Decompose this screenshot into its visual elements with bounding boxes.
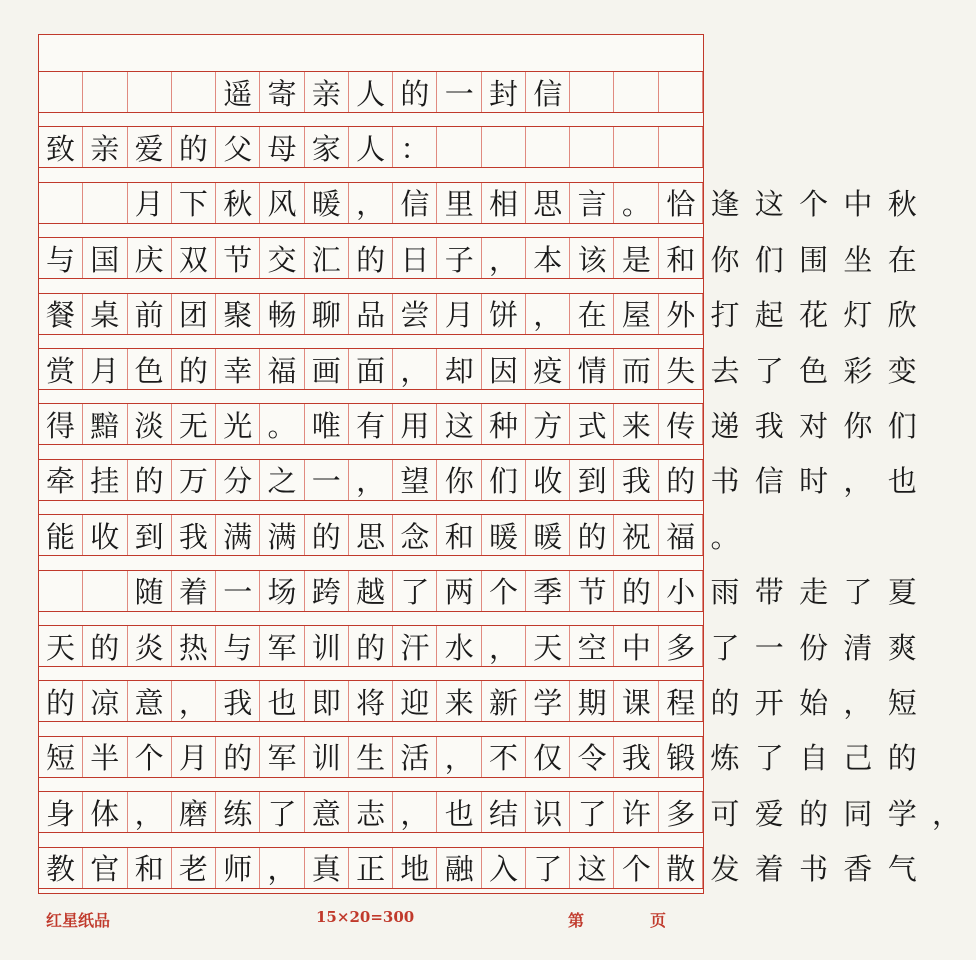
handwritten-line: 赏月色的幸福画面，却因疫情而失去了色彩变 — [46, 353, 933, 388]
handwritten-line: 短半个月的军训生活，不仅令我锻炼了自己的 — [46, 741, 933, 776]
paper-brand: 红星纸品 — [46, 911, 111, 930]
handwritten-line: 随着一场跨越了两个季节的小雨带走了夏 — [46, 575, 933, 610]
handwritten-line: 致亲爱的父母家人： — [46, 131, 445, 166]
handwritten-line: 天的炎热与军训的汗水，天空中多了一份清爽 — [46, 630, 933, 665]
paper-footer — [0, 898, 732, 938]
writing-row — [39, 514, 755, 556]
page-suffix: 页 — [650, 911, 667, 930]
writing-row — [39, 791, 976, 833]
writing-row — [39, 736, 933, 778]
writing-row — [39, 459, 933, 501]
handwritten-line: 与国庆双节交汇的日子，本该是和你们围坐在 — [46, 242, 933, 277]
writing-row — [39, 680, 933, 722]
handwritten-line: 餐桌前团聚畅聊品尝月饼，在屋外打起花灯欣 — [46, 298, 933, 333]
writing-row — [39, 182, 933, 224]
page-label: 第 — [568, 911, 585, 930]
letter-paper — [38, 34, 976, 894]
writing-row — [39, 847, 933, 889]
handwritten-line: 牵挂的万分之一，望你们收到我的书信时，也 — [46, 464, 933, 499]
handwritten-line: 能收到我满满的思念和暖暖的祝福。 — [46, 519, 755, 554]
writing-row — [39, 237, 933, 279]
writing-row — [39, 625, 933, 667]
handwritten-line: 遥寄亲人的一封信 — [46, 76, 578, 111]
writing-row — [39, 403, 933, 445]
writing-row — [39, 348, 933, 390]
handwritten-line: 月下秋风暖，信里相思言。恰逢这个中秋 — [46, 187, 933, 222]
handwritten-line: 的凉意，我也即将迎来新学期课程的开始，短 — [46, 685, 933, 720]
writing-row — [39, 293, 933, 335]
grid-spec: 15×20=300 — [316, 908, 415, 926]
handwritten-line: 教官和老师，真正地融入了这个散发着书香气 — [46, 852, 933, 887]
handwritten-line: 得黯淡无光。唯有用这种方式来传递我对你们 — [46, 408, 933, 443]
writing-row — [39, 570, 933, 612]
handwritten-line: 身体，磨练了意志，也结识了许多可爱的同学， — [46, 796, 976, 831]
writing-row — [39, 71, 703, 113]
writing-row — [39, 126, 703, 168]
